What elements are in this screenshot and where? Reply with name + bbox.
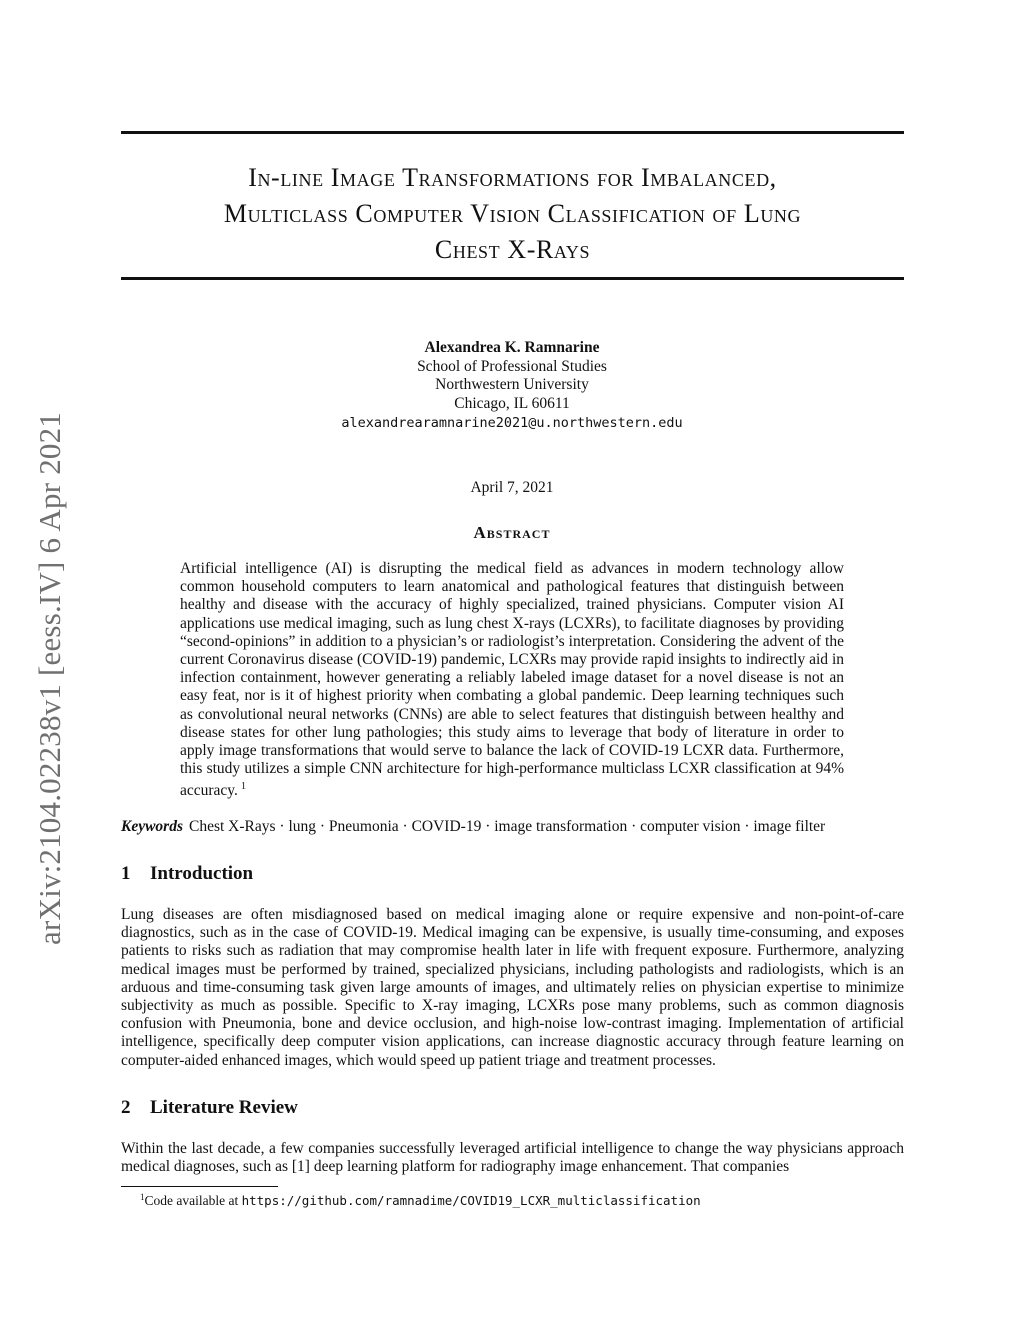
footnote-link[interactable]: https://github.com/ramnadime/COVID19_LCXR_multiclassification <box>241 1193 701 1208</box>
introduction-paragraph: Lung diseases are often misdiagnosed based on medical imaging alone or require expensive and non-point-of-care diagnostics, such as in the case of COVID-19. Medical imaging can be expensive, is usually time-consuming, and exposes patients to risks such as radiation that may compromise health later in life with frequent exposure. Furthermore, analyzing medical images must be performed by trained, specialized physicians, including pathologists and radiologists, which is an arduous and time-consuming task given large amounts of images, and ultimately relies on physician expertise to minimize subjectivity as much as possible. Specific to X-ray imaging, LCXRs pose many problems, such as common diagnosis confusion with Pneumonia, bone and device occlusion, and high-noise low-contrast imaging. Implementation of artificial intelligence, specifically deep computer vision applications, can increase diagnostic accuracy through feature learning on computer-aided enhanced images, which would speed up patient triage and treatment processes. <box>121 906 904 1069</box>
paper-title <box>121 160 904 268</box>
abstract-body <box>180 560 844 801</box>
keywords-list: Chest X-Rays · lung · Pneumonia · COVID-19 · image transformation · computer vision · image filter <box>189 818 826 835</box>
footnote-number: 1 <box>140 1192 145 1202</box>
section-number: 2 <box>121 1097 131 1118</box>
publication-date: April 7, 2021 <box>470 479 554 496</box>
title-rule-top <box>121 131 904 134</box>
footnote <box>140 1192 701 1209</box>
footnote-rule <box>121 1186 278 1187</box>
footnote-text: Code available at <box>144 1193 242 1208</box>
author-affiliation: School of Professional Studies <box>417 357 607 375</box>
section-title: Literature Review <box>150 1097 298 1118</box>
keywords-label: Keywords <box>121 818 183 835</box>
section-heading-literature-review <box>121 1097 298 1119</box>
title-line: Chest X-Rays <box>434 235 591 264</box>
title-line: Multiclass Computer Vision Classification of Lung <box>223 199 802 228</box>
author-name: Alexandrea K. Ramnarine <box>424 339 600 356</box>
title-line: In-line Image Transformations for Imbalanced, <box>248 163 777 192</box>
title-rule-bottom <box>121 277 904 280</box>
arxiv-identifier[interactable]: arXiv:2104.02238v1 [eess.IV] 6 Apr 2021 <box>32 412 67 945</box>
literature-review-paragraph: Within the last decade, a few companies successfully leveraged artificial intelligence to change the way physicians approach medical diagnoses, such as [1] deep learning platform for radiography image enhancement. That companies <box>121 1140 904 1176</box>
author-institution: Northwestern University <box>435 376 589 393</box>
keywords <box>121 818 904 836</box>
section-title: Introduction <box>150 863 254 884</box>
abstract-heading: Abstract <box>473 523 551 542</box>
abstract-text: Artificial intelligence (AI) is disrupting the medical field as advances in modern technology allow common household computers to learn anatomical and pathological features that distinguish between healthy and disease with the accuracy of highly specialized, trained physicians. Computer vision AI applications use medical imaging, such as lung chest X-rays (LCXRs), to facilitate diagnoses by providing “second-opinions” in addition to a physician’s or radiologist’s interpretation. Considering the advent of the current Coronavirus disease (COVID-19) pandemic, LCXRs may provide rapid insights to indirectly aid in infection containment, however generating a reliably labeled image dataset for a novel disease is not an easy feat, nor is it of highest priority when combating a global pandemic. Deep learning techniques such as convolutional neural networks (CNNs) are able to select features that distinguish between healthy and disease states for other lung pathologies; this study aims to leverage that body of literature in order to apply image transformations that would serve to balance the lack of COVID-19 LCXR data. Furthermore, this study utilizes a simple CNN architecture for high-performance multiclass LCXR classification at 94% accuracy. <box>180 560 844 800</box>
footnote-mark[interactable]: 1 <box>240 781 246 793</box>
author-email[interactable]: alexandrearamnarine2021@u.northwestern.edu <box>341 415 683 431</box>
section-heading-introduction <box>121 863 253 885</box>
section-number: 1 <box>121 863 131 884</box>
author-location: Chicago, IL 60611 <box>454 394 570 412</box>
author-block <box>260 339 764 433</box>
